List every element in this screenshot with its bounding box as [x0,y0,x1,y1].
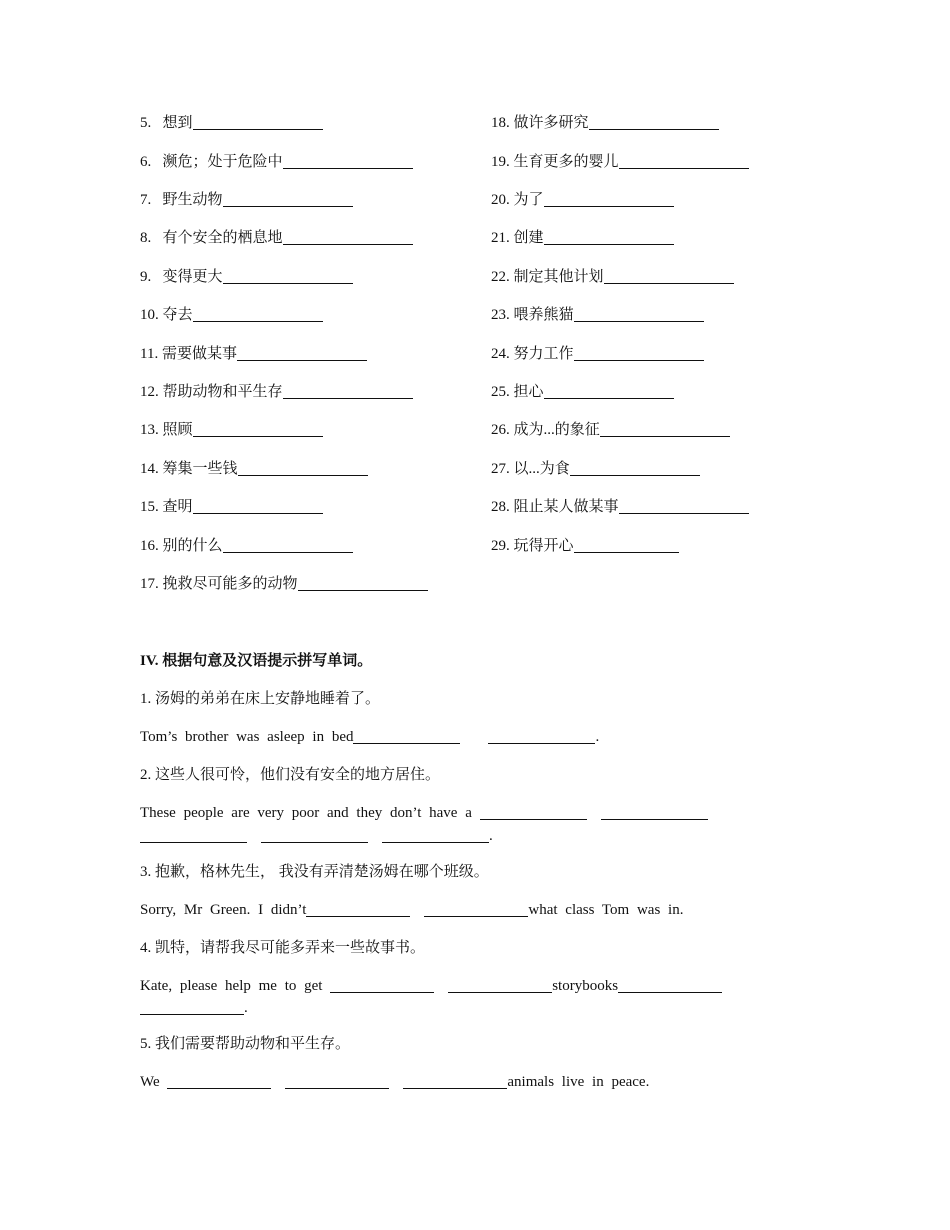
vocab-item-6: 6. 濒危；处于危险中 [140,152,413,172]
answer-blank[interactable] [488,727,595,744]
vocab-item-24: 24. 努力工作 [491,344,704,364]
answer-blank[interactable] [544,382,674,399]
vocab-item-23: 23. 喂养熊猫 [491,305,704,325]
answer-blank[interactable] [544,228,674,245]
question-2-chinese: 2. 这些人很可怜，他们没有安全的地方居住。 [140,767,441,783]
vocab-item-9: 9. 变得更大 [140,267,353,287]
answer-blank[interactable] [382,826,489,843]
answer-blank[interactable] [601,803,708,820]
vocab-item-20: 20. 为了 [491,190,674,210]
answer-blank[interactable] [574,305,704,322]
vocab-item-17: 17. 挽救尽可能多的动物 [140,574,428,594]
answer-blank[interactable] [283,152,413,169]
vocab-item-7: 7. 野生动物 [140,190,353,210]
answer-blank[interactable] [448,976,552,993]
answer-blank[interactable] [604,267,734,284]
answer-blank[interactable] [619,497,749,514]
answer-blank[interactable] [298,574,428,591]
answer-blank[interactable] [223,190,353,207]
vocab-item-29: 29. 玩得开心 [491,536,679,556]
answer-blank[interactable] [193,305,323,322]
question-4-chinese: 4. 凯特，请帮我尽可能多弄来一些故事书。 [140,940,426,956]
answer-blank[interactable] [223,267,353,284]
vocab-item-5: 5. 想到 [140,113,323,133]
vocab-item-16: 16. 别的什么 [140,536,353,556]
answer-blank[interactable] [238,459,368,476]
vocab-item-26: 26. 成为...的象征 [491,420,730,440]
question-2-english: These people are very poor and they don’t have a [140,803,708,823]
question-2-english-cont: . [140,826,493,846]
answer-blank[interactable] [140,826,247,843]
question-5-chinese: 5. 我们需要帮助动物和平生存。 [140,1036,351,1052]
vocab-item-12: 12. 帮助动物和平生存 [140,382,413,402]
question-4-english: Kate, please help me to get storybooks [140,976,722,996]
answer-blank[interactable] [306,900,410,917]
answer-blank[interactable] [480,803,587,820]
answer-blank[interactable] [223,536,353,553]
question-3-english: Sorry, Mr Green. I didn’t what class Tom was in. [140,902,684,918]
vocab-item-28: 28. 阻止某人做某事 [491,497,749,517]
vocab-item-21: 21. 创建 [491,228,674,248]
vocab-item-8: 8. 有个安全的栖息地 [140,228,413,248]
answer-blank[interactable] [237,344,367,361]
question-4-english-cont: . [140,998,248,1018]
answer-blank[interactable] [424,900,528,917]
answer-blank[interactable] [193,113,323,130]
answer-blank[interactable] [285,1072,389,1089]
answer-blank[interactable] [574,536,679,553]
answer-blank[interactable] [619,152,749,169]
answer-blank[interactable] [600,420,730,437]
answer-blank[interactable] [570,459,700,476]
vocab-item-10: 10. 夺去 [140,305,323,325]
vocab-item-22: 22. 制定其他计划 [491,267,734,287]
answer-blank[interactable] [589,113,719,130]
answer-blank[interactable] [193,497,323,514]
answer-blank[interactable] [544,190,674,207]
vocab-item-15: 15. 查明 [140,497,323,517]
vocab-item-13: 13. 照顾 [140,420,323,440]
answer-blank[interactable] [618,976,722,993]
answer-blank[interactable] [283,382,413,399]
answer-blank[interactable] [140,998,244,1015]
vocab-item-18: 18. 做许多研究 [491,113,719,133]
vocab-item-25: 25. 担心 [491,382,674,402]
question-1-chinese: 1. 汤姆的弟弟在床上安静地睡着了。 [140,691,381,707]
vocab-item-19: 19. 生育更多的婴儿 [491,152,749,172]
answer-blank[interactable] [193,420,323,437]
answer-blank[interactable] [403,1072,507,1089]
answer-blank[interactable] [167,1072,271,1089]
answer-blank[interactable] [283,228,413,245]
answer-blank[interactable] [330,976,434,993]
question-5-english: We animals live in peace. [140,1074,650,1090]
answer-blank[interactable] [353,727,460,744]
question-3-chinese: 3. 抱歉，格林先生， 我没有弄清楚汤姆在哪个班级。 [140,864,489,880]
vocab-item-11: 11. 需要做某事 [140,344,367,364]
section-heading: IV. 根据句意及汉语提示拼写单词。 [140,653,373,669]
answer-blank[interactable] [261,826,368,843]
vocab-item-14: 14. 筹集一些钱 [140,459,368,479]
question-1-english: Tom’s brother was asleep in bed . [140,729,600,745]
answer-blank[interactable] [574,344,704,361]
vocab-item-27: 27. 以...为食 [491,459,700,479]
